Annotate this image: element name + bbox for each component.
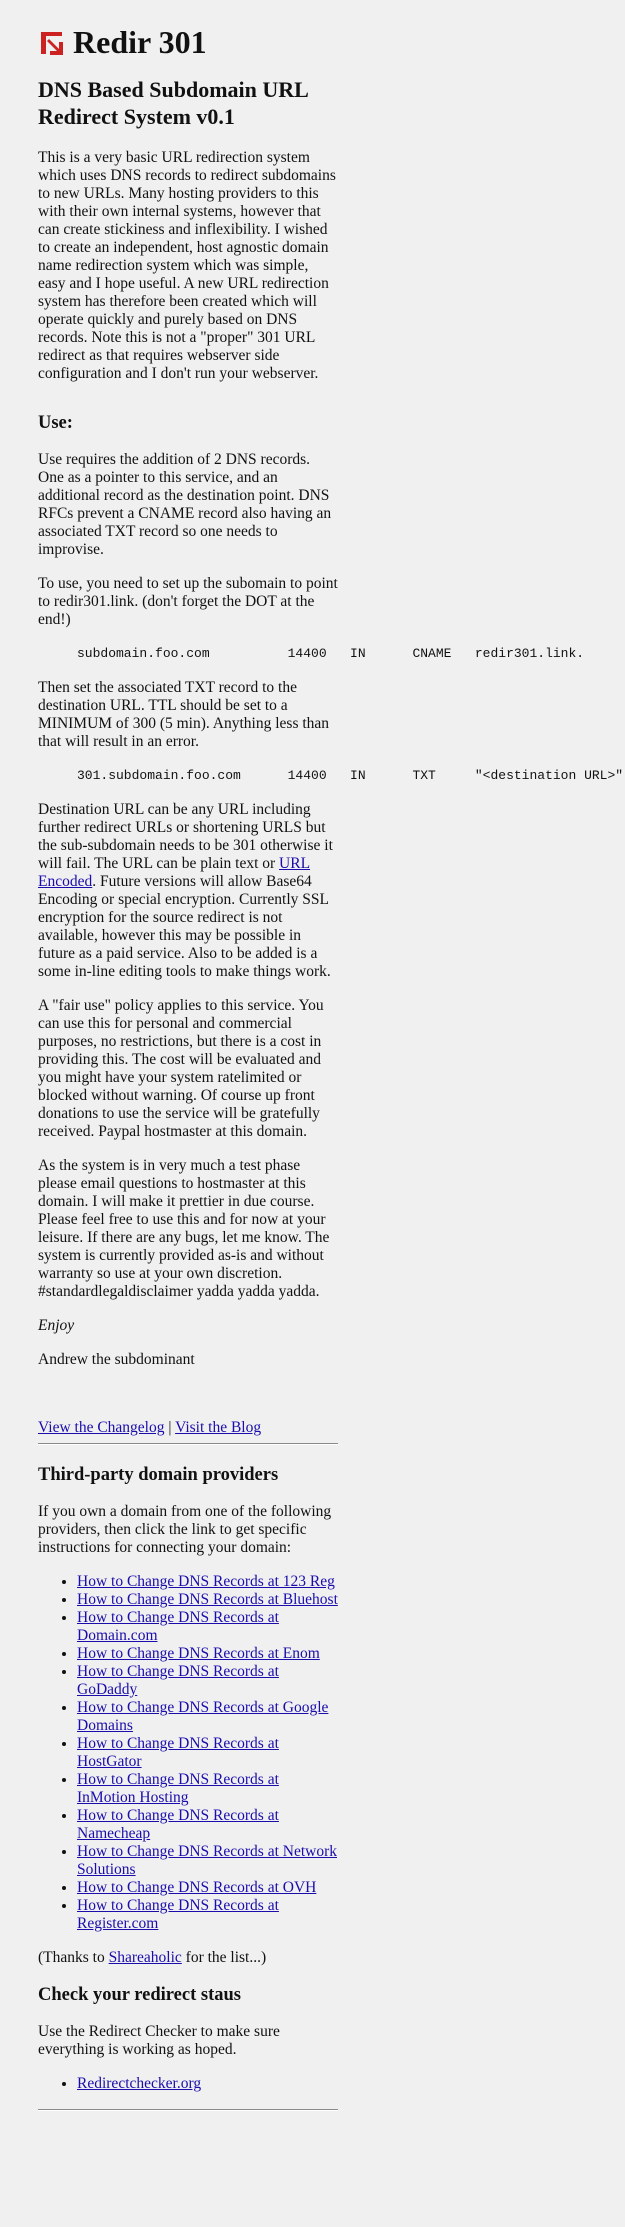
- thanks-before: (Thanks to: [38, 1949, 109, 1966]
- provider-item: [77, 1699, 338, 1735]
- provider-item: [77, 1879, 338, 1897]
- enjoy-emphasis: Enjoy: [38, 1317, 75, 1334]
- provider-item: [77, 1807, 338, 1843]
- checker-heading: Check your redirect staus: [38, 1985, 241, 2005]
- thanks-after: for the list...): [181, 1949, 267, 1966]
- provider-item: [77, 1591, 338, 1609]
- fair-use-paragraph: A "fair use" policy applies to this service. You can use this for personal and commercial purposes, no restrictions, but there is a cost in providing this. The cost will be evaluated and you might have your system ratelimited or blocked without warning. Of course up front donations to use the service will be gratefully received. Paypal hostmaster at this domain.: [38, 997, 324, 1140]
- signature: Andrew the subdominant: [38, 1351, 195, 1368]
- destination-text-after: . Future versions will allow Base64 Encoding or special encryption. Currently SSL encryption for the source redirect is not available, however this may be possible in future as a paid service. Also to be added is a some in-line editing tools to make things work.: [38, 873, 331, 980]
- provider-link-namecheap[interactable]: How to Change DNS Records at Namecheap: [77, 1807, 279, 1842]
- provider-item: [77, 1609, 338, 1645]
- providers-intro: If you own a domain from one of the following providers, then click the link to get specific instructions for connecting your domain:: [38, 1503, 332, 1556]
- provider-link-hostgator[interactable]: How to Change DNS Records at HostGator: [77, 1735, 279, 1770]
- site-header: [38, 22, 338, 62]
- providers-thanks: [38, 1949, 338, 1967]
- provider-link-123-reg[interactable]: How to Change DNS Records at 123 Reg: [77, 1573, 335, 1590]
- provider-link-google-domains[interactable]: How to Change DNS Records at Google Domains: [77, 1699, 329, 1734]
- provider-link-bluehost[interactable]: How to Change DNS Records at Bluehost: [77, 1591, 338, 1608]
- checker-text: Use the Redirect Checker to make sure everything is working as hoped.: [38, 2023, 280, 2058]
- provider-item: [77, 1573, 338, 1591]
- divider-top: [38, 1443, 338, 1445]
- checker-list: [38, 2075, 338, 2093]
- footer-links: [38, 1419, 338, 1437]
- page-subtitle: DNS Based Subdomain URL Redirect System v0.1: [38, 77, 308, 129]
- logo-icon: [38, 29, 65, 56]
- enjoy-text: [38, 1317, 338, 1335]
- use-paragraph-txt: Then set the associated TXT record to the destination URL. TTL should be set to a MINIMUM of 300 (5 min). Anything less than that will result in an error.: [38, 679, 330, 750]
- txt-record-example: 301.subdomain.foo.com 14400 IN TXT "<destination URL>": [77, 768, 624, 783]
- provider-link-register-com[interactable]: How to Change DNS Records at Register.com: [77, 1897, 279, 1932]
- provider-list: [38, 1573, 338, 1933]
- destination-text-before: Destination URL can be any URL including further redirect URLs or shortening URLS but the sub-subdomain needs to be 301 otherwise it will fail. The URL can be plain text or: [38, 801, 333, 872]
- provider-link-godaddy[interactable]: How to Change DNS Records at GoDaddy: [77, 1663, 279, 1698]
- use-paragraph-requirements: Use requires the addition of 2 DNS records. One as a pointer to this service, and an additional record as the destination point. DNS RFCs prevent a CNAME record also having an associated TXT record so one needs to improvise.: [38, 451, 332, 558]
- provider-item: [77, 1735, 338, 1771]
- link-separator: |: [164, 1419, 176, 1436]
- provider-item: [77, 1663, 338, 1699]
- checker-item: [77, 2075, 338, 2093]
- url-encoded-link[interactable]: URL Encoded: [38, 855, 311, 890]
- provider-link-network-solutions[interactable]: How to Change DNS Records at Network Solutions: [77, 1843, 338, 1878]
- site-title: Redir 301: [73, 24, 207, 60]
- provider-link-inmotion[interactable]: How to Change DNS Records at InMotion Hosting: [77, 1771, 279, 1806]
- use-heading: Use:: [38, 413, 73, 433]
- use-paragraph-setup: To use, you need to set up the subomain to point to redir301.link. (don't forget the DOT at the end!): [38, 575, 338, 628]
- shareaholic-link[interactable]: Shareaholic: [108, 1949, 182, 1966]
- provider-item: [77, 1897, 338, 1933]
- provider-link-enom[interactable]: How to Change DNS Records at Enom: [77, 1645, 320, 1662]
- provider-item: [77, 1843, 338, 1879]
- use-paragraph-destination: [38, 801, 338, 981]
- provider-item: [77, 1771, 338, 1807]
- blog-link[interactable]: Visit the Blog: [175, 1419, 262, 1436]
- changelog-link[interactable]: View the Changelog: [38, 1419, 165, 1436]
- redirect-checker-link[interactable]: Redirectchecker.org: [77, 2075, 202, 2092]
- provider-link-ovh[interactable]: How to Change DNS Records at OVH: [77, 1879, 317, 1896]
- divider-bottom: [38, 2109, 338, 2111]
- providers-heading: Third-party domain providers: [38, 1465, 279, 1485]
- provider-item: [77, 1645, 338, 1663]
- provider-link-domain-com[interactable]: How to Change DNS Records at Domain.com: [77, 1609, 279, 1644]
- intro-paragraph: This is a very basic URL redirection system which uses DNS records to redirect subdomains to new URLs. Many hosting providers to this with their own internal systems, however that can create stickiness and inflexibility. I wished to create an independent, host agnostic domain name redirection system which was simple, easy and I hope useful. A new URL redirection system has therefore been created which will operate quickly and purely based on DNS records. Note this is not a "proper" 301 URL redirect as that requires webserver side configuration and I don't run your webserver.: [38, 149, 336, 382]
- cname-record-example: subdomain.foo.com 14400 IN CNAME redir301.link.: [77, 646, 585, 661]
- test-phase-paragraph: As the system is in very much a test phase please email questions to hostmaster at this domain. I will make it prettier in due course. Please feel free to use this and for now at your leisure. If there are any bugs, let me know. The system is currently provided as-is and without warranty so use at your own discretion. #standardlegaldisclaimer yadda yadda yadda.: [38, 1157, 330, 1300]
